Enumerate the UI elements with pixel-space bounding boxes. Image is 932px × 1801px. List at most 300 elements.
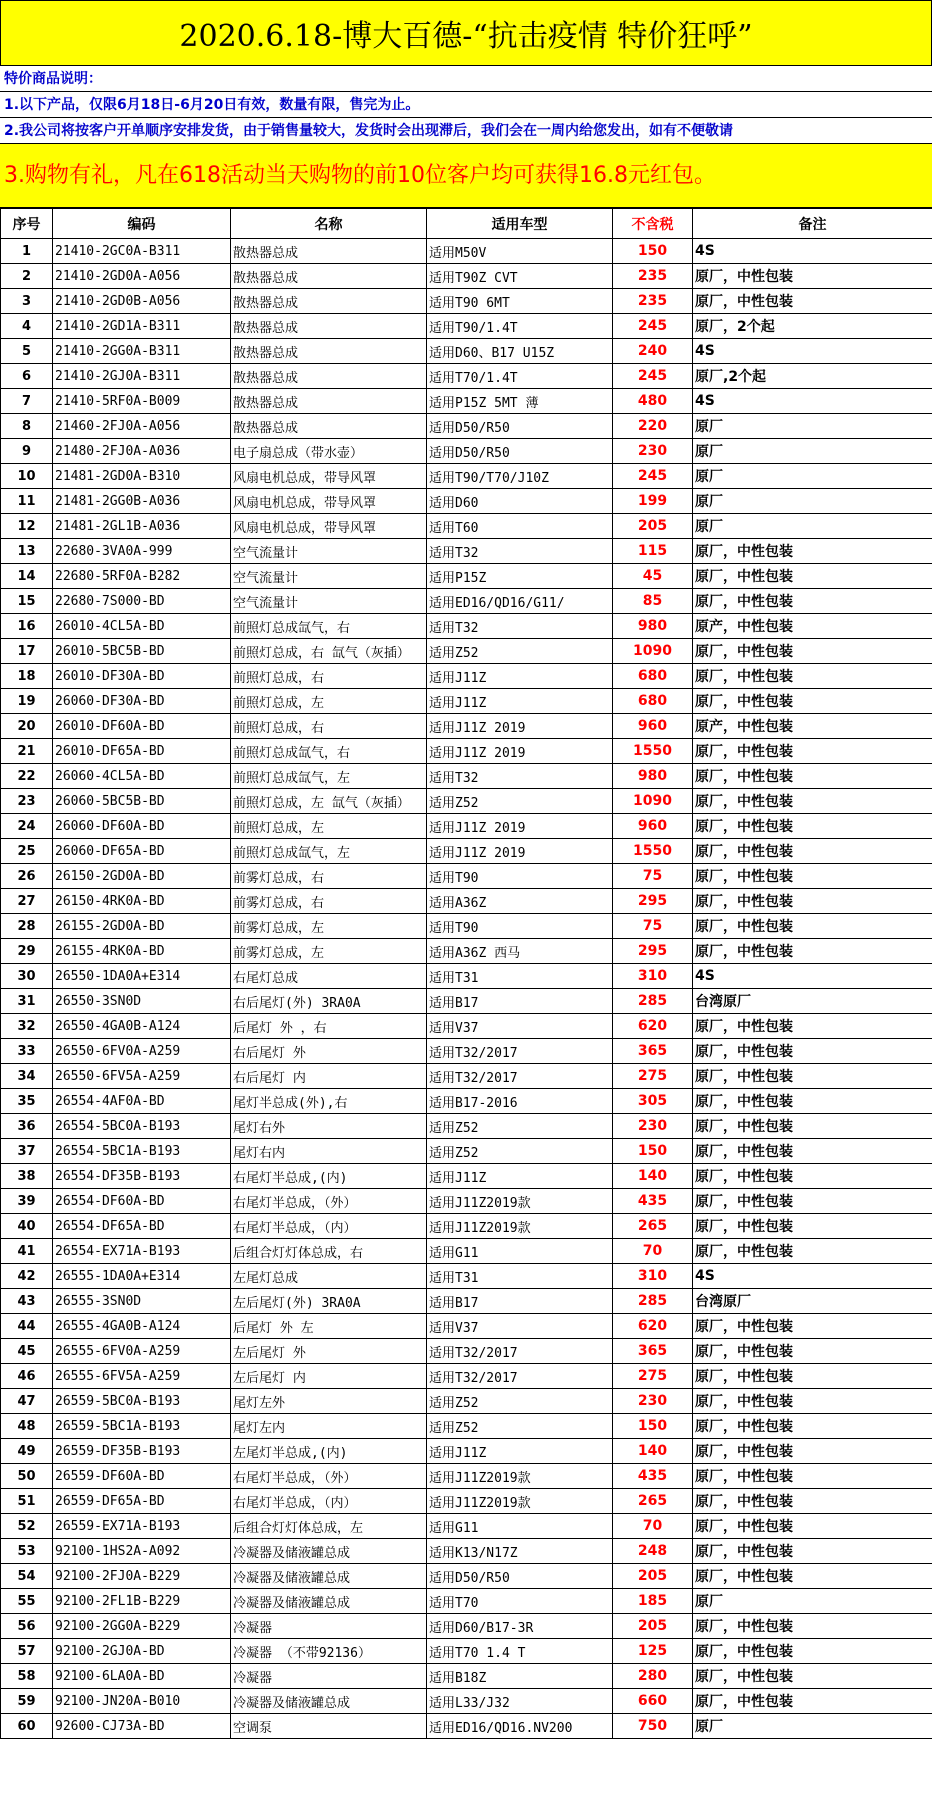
vehicle-model: 适用T32/2017 (427, 1364, 613, 1389)
table-row (1, 1114, 932, 1139)
part-name: 空气流量计 (231, 539, 427, 564)
vehicle-model: 适用K13/N17Z (427, 1539, 613, 1564)
table-row (1, 1039, 932, 1064)
part-name: 前照灯总成氙气，右 (231, 614, 427, 639)
vehicle-model: 适用ED16/QD16/G11/ (427, 589, 613, 614)
price: 310 (613, 964, 693, 989)
price: 230 (613, 1114, 693, 1139)
table-row (1, 439, 932, 464)
vehicle-model: 适用Z52 (427, 1389, 613, 1414)
row-index: 6 (1, 364, 53, 389)
part-code: 26554-5BC1A-B193 (53, 1139, 231, 1164)
price: 435 (613, 1464, 693, 1489)
part-name: 左后尾灯(外) 3RA0A (231, 1289, 427, 1314)
table-row (1, 1614, 932, 1639)
table-row (1, 1264, 932, 1289)
row-index: 35 (1, 1089, 53, 1114)
vehicle-model: 适用T90 (427, 864, 613, 889)
remark: 台湾原厂 (693, 1289, 932, 1314)
part-code: 26559-DF60A-BD (53, 1464, 231, 1489)
part-name: 散热器总成 (231, 389, 427, 414)
remark: 原厂，中性包装 (693, 1339, 932, 1364)
price: 295 (613, 939, 693, 964)
remark: 台湾原厂 (693, 989, 932, 1014)
row-index: 42 (1, 1264, 53, 1289)
price: 660 (613, 1689, 693, 1714)
table-row (1, 1389, 932, 1414)
table-row (1, 464, 932, 489)
price: 75 (613, 914, 693, 939)
row-index: 49 (1, 1439, 53, 1464)
header-code: 编码 (53, 209, 231, 239)
row-index: 32 (1, 1014, 53, 1039)
row-index: 10 (1, 464, 53, 489)
part-name: 前雾灯总成，右 (231, 864, 427, 889)
table-row (1, 339, 932, 364)
remark: 原厂 (693, 464, 932, 489)
row-index: 36 (1, 1114, 53, 1139)
header-remark: 备注 (693, 209, 932, 239)
price: 205 (613, 1564, 693, 1589)
table-row (1, 1089, 932, 1114)
table-row (1, 239, 932, 264)
part-name: 散热器总成 (231, 414, 427, 439)
remark: 原厂，中性包装 (693, 789, 932, 814)
vehicle-model: 适用T31 (427, 964, 613, 989)
table-row (1, 489, 932, 514)
vehicle-model: 适用J11Z2019款 (427, 1189, 613, 1214)
remark: 原厂，中性包装 (693, 1439, 932, 1464)
part-code: 26559-DF65A-BD (53, 1489, 231, 1514)
row-index: 56 (1, 1614, 53, 1639)
row-index: 54 (1, 1564, 53, 1589)
vehicle-model: 适用A36Z 西马 (427, 939, 613, 964)
row-index: 23 (1, 789, 53, 814)
part-name: 散热器总成 (231, 314, 427, 339)
part-name: 前照灯总成，右 (231, 714, 427, 739)
table-row (1, 1514, 932, 1539)
table-row (1, 1364, 932, 1389)
vehicle-model: 适用V37 (427, 1014, 613, 1039)
part-code: 26550-3SN0D (53, 989, 231, 1014)
price: 205 (613, 1614, 693, 1639)
remark: 原厂，中性包装 (693, 1064, 932, 1089)
row-index: 53 (1, 1539, 53, 1564)
part-code: 21480-2FJ0A-A036 (53, 439, 231, 464)
part-code: 21410-2GD0A-A056 (53, 264, 231, 289)
row-index: 38 (1, 1164, 53, 1189)
row-index: 24 (1, 814, 53, 839)
vehicle-model: 适用J11Z2019款 (427, 1214, 613, 1239)
vehicle-model: 适用J11Z 2019 (427, 814, 613, 839)
part-code: 26555-6FV5A-A259 (53, 1364, 231, 1389)
price: 199 (613, 489, 693, 514)
price: 285 (613, 1289, 693, 1314)
price: 235 (613, 264, 693, 289)
part-code: 26555-6FV0A-A259 (53, 1339, 231, 1364)
remark: 原厂 (693, 514, 932, 539)
vehicle-model: 适用T60 (427, 514, 613, 539)
price: 980 (613, 764, 693, 789)
remark: 4S (693, 389, 932, 414)
row-index: 1 (1, 239, 53, 264)
remark: 原厂，中性包装 (693, 864, 932, 889)
table-row (1, 1714, 932, 1739)
part-name: 右尾灯半总成，（外） (231, 1464, 427, 1489)
table-header-row (1, 209, 932, 239)
part-name: 冷凝器及储液罐总成 (231, 1689, 427, 1714)
remark: 原厂，中性包装 (693, 839, 932, 864)
table-row (1, 889, 932, 914)
row-index: 52 (1, 1514, 53, 1539)
remark: 原厂，中性包装 (693, 639, 932, 664)
row-index: 40 (1, 1214, 53, 1239)
part-code: 26155-2GD0A-BD (53, 914, 231, 939)
remark: 原厂，中性包装 (693, 1014, 932, 1039)
vehicle-model: 适用T70/1.4T (427, 364, 613, 389)
price: 680 (613, 689, 693, 714)
part-name: 空调泵 (231, 1714, 427, 1739)
row-index: 30 (1, 964, 53, 989)
part-name: 右尾灯半总成，（内） (231, 1489, 427, 1514)
part-name: 前照灯总成，左 (231, 814, 427, 839)
vehicle-model: 适用L33/J32 (427, 1689, 613, 1714)
row-index: 22 (1, 764, 53, 789)
remark: 原厂，中性包装 (693, 1639, 932, 1664)
row-index: 28 (1, 914, 53, 939)
part-code: 26554-DF60A-BD (53, 1189, 231, 1214)
vehicle-model: 适用T32/2017 (427, 1064, 613, 1089)
remark: 原厂，中性包装 (693, 1214, 932, 1239)
price: 45 (613, 564, 693, 589)
price: 140 (613, 1439, 693, 1464)
part-code: 26010-DF60A-BD (53, 714, 231, 739)
price: 235 (613, 289, 693, 314)
part-code: 92100-2GG0A-B229 (53, 1614, 231, 1639)
vehicle-model: 适用P15Z (427, 564, 613, 589)
header-price: 不含税 (613, 209, 693, 239)
vehicle-model: 适用Z52 (427, 1414, 613, 1439)
table-row (1, 1014, 932, 1039)
table-row (1, 1414, 932, 1439)
part-name: 前照灯总成，右 (231, 664, 427, 689)
part-name: 前雾灯总成，右 (231, 889, 427, 914)
row-index: 3 (1, 289, 53, 314)
part-name: 后尾灯 外 ，右 (231, 1014, 427, 1039)
part-code: 26010-DF30A-BD (53, 664, 231, 689)
row-index: 37 (1, 1139, 53, 1164)
table-row (1, 664, 932, 689)
part-code: 26550-6FV5A-A259 (53, 1064, 231, 1089)
price: 85 (613, 589, 693, 614)
notes-heading: 特价商品说明： (0, 66, 932, 92)
table-row (1, 1239, 932, 1264)
remark: 原厂，中性包装 (693, 814, 932, 839)
remark: 原厂，中性包装 (693, 1664, 932, 1689)
price: 240 (613, 339, 693, 364)
price: 230 (613, 439, 693, 464)
row-index: 2 (1, 264, 53, 289)
part-code: 26550-6FV0A-A259 (53, 1039, 231, 1064)
remark: 原厂，中性包装 (693, 889, 932, 914)
price: 310 (613, 1264, 693, 1289)
vehicle-model: 适用M50V (427, 239, 613, 264)
row-index: 18 (1, 664, 53, 689)
vehicle-model: 适用ED16/QD16.NV200 (427, 1714, 613, 1739)
table-row (1, 789, 932, 814)
table-row (1, 639, 932, 664)
remark: 原厂，中性包装 (693, 264, 932, 289)
part-code: 92600-CJ73A-BD (53, 1714, 231, 1739)
vehicle-model: 适用T90 6MT (427, 289, 613, 314)
remark: 原厂，中性包装 (693, 939, 932, 964)
price: 245 (613, 364, 693, 389)
price: 960 (613, 814, 693, 839)
vehicle-model: 适用J11Z (427, 664, 613, 689)
part-name: 尾灯半总成(外),右 (231, 1089, 427, 1114)
part-name: 散热器总成 (231, 339, 427, 364)
price: 295 (613, 889, 693, 914)
vehicle-model: 适用J11Z (427, 1164, 613, 1189)
part-code: 92100-1HS2A-A092 (53, 1539, 231, 1564)
row-index: 20 (1, 714, 53, 739)
table-row (1, 1214, 932, 1239)
part-name: 冷凝器 (231, 1664, 427, 1689)
price: 245 (613, 314, 693, 339)
vehicle-model: 适用D50/R50 (427, 1564, 613, 1589)
remark: 原厂，中性包装 (693, 1139, 932, 1164)
row-index: 51 (1, 1489, 53, 1514)
note-line-1: 1.以下产品，仅限6月18日-6月20日有效，数量有限，售完为止。 (0, 92, 932, 118)
price: 115 (613, 539, 693, 564)
part-code: 26554-EX71A-B193 (53, 1239, 231, 1264)
vehicle-model: 适用T31 (427, 1264, 613, 1289)
table-row (1, 564, 932, 589)
remark: 原厂，中性包装 (693, 1414, 932, 1439)
table-row (1, 1314, 932, 1339)
table-row (1, 389, 932, 414)
table-row (1, 1689, 932, 1714)
part-code: 26550-1DA0A+E314 (53, 964, 231, 989)
remark: 原厂，中性包装 (693, 1039, 932, 1064)
part-name: 左尾灯总成 (231, 1264, 427, 1289)
part-name: 冷凝器及储液罐总成 (231, 1589, 427, 1614)
part-code: 26555-4GA0B-A124 (53, 1314, 231, 1339)
vehicle-model: 适用J11Z2019款 (427, 1489, 613, 1514)
remark: 原厂，中性包装 (693, 1389, 932, 1414)
price: 480 (613, 389, 693, 414)
remark: 原厂，中性包装 (693, 539, 932, 564)
part-code: 26559-5BC1A-B193 (53, 1414, 231, 1439)
price: 275 (613, 1064, 693, 1089)
part-name: 前照灯总成，左 氙气（灰插） (231, 789, 427, 814)
part-code: 21460-2FJ0A-A056 (53, 414, 231, 439)
price: 280 (613, 1664, 693, 1689)
remark: 原厂 (693, 439, 932, 464)
row-index: 12 (1, 514, 53, 539)
row-index: 27 (1, 889, 53, 914)
price: 275 (613, 1364, 693, 1389)
part-name: 左后尾灯 外 (231, 1339, 427, 1364)
part-name: 冷凝器 （不带92136） (231, 1639, 427, 1664)
price: 248 (613, 1539, 693, 1564)
row-index: 39 (1, 1189, 53, 1214)
row-index: 34 (1, 1064, 53, 1089)
remark: 4S (693, 964, 932, 989)
table-row (1, 914, 932, 939)
remark: 原厂，中性包装 (693, 1539, 932, 1564)
remark: 原厂，中性包装 (693, 1514, 932, 1539)
vehicle-model: 适用Z52 (427, 1114, 613, 1139)
part-code: 22680-5RF0A-B282 (53, 564, 231, 589)
part-name: 冷凝器及储液罐总成 (231, 1564, 427, 1589)
price: 1550 (613, 739, 693, 764)
price: 150 (613, 1139, 693, 1164)
part-name: 前照灯总成，右 氙气（灰插） (231, 639, 427, 664)
vehicle-model: 适用B17 (427, 989, 613, 1014)
table-row (1, 839, 932, 864)
vehicle-model: 适用J11Z 2019 (427, 839, 613, 864)
price: 75 (613, 864, 693, 889)
table-row (1, 1664, 932, 1689)
remark: 原厂，中性包装 (693, 1464, 932, 1489)
vehicle-model: 适用D50/R50 (427, 414, 613, 439)
price: 230 (613, 1389, 693, 1414)
price: 150 (613, 1414, 693, 1439)
part-code: 92100-JN20A-B010 (53, 1689, 231, 1714)
remark: 原厂，中性包装 (693, 564, 932, 589)
part-code: 21410-2GC0A-B311 (53, 239, 231, 264)
table-row (1, 1464, 932, 1489)
part-code: 92100-6LA0A-BD (53, 1664, 231, 1689)
vehicle-model: 适用Z52 (427, 789, 613, 814)
vehicle-model: 适用T70 (427, 1589, 613, 1614)
vehicle-model: 适用J11Z2019款 (427, 1464, 613, 1489)
price: 620 (613, 1314, 693, 1339)
table-row (1, 814, 932, 839)
row-index: 59 (1, 1689, 53, 1714)
remark: 4S (693, 239, 932, 264)
vehicle-model: 适用B17 (427, 1289, 613, 1314)
remark: 4S (693, 339, 932, 364)
table-row (1, 689, 932, 714)
row-index: 60 (1, 1714, 53, 1739)
part-name: 散热器总成 (231, 239, 427, 264)
remark: 原厂，中性包装 (693, 1239, 932, 1264)
part-name: 右尾灯半总成，（内） (231, 1214, 427, 1239)
table-row (1, 1189, 932, 1214)
note-line-3: 3.购物有礼，凡在618活动当天购物的前10位客户均可获得16.8元红包。 (0, 144, 932, 208)
price: 70 (613, 1514, 693, 1539)
row-index: 57 (1, 1639, 53, 1664)
part-code: 26554-DF35B-B193 (53, 1164, 231, 1189)
vehicle-model: 适用G11 (427, 1239, 613, 1264)
table-row (1, 539, 932, 564)
row-index: 11 (1, 489, 53, 514)
table-row (1, 939, 932, 964)
vehicle-model: 适用T90/1.4T (427, 314, 613, 339)
table-row (1, 1564, 932, 1589)
part-name: 左尾灯半总成,(内) (231, 1439, 427, 1464)
vehicle-model: 适用T90/T70/J10Z (427, 464, 613, 489)
vehicle-model: 适用B18Z (427, 1664, 613, 1689)
row-index: 7 (1, 389, 53, 414)
vehicle-model: 适用Z52 (427, 639, 613, 664)
part-code: 26155-4RK0A-BD (53, 939, 231, 964)
remark: 原厂，中性包装 (693, 1564, 932, 1589)
price: 245 (613, 464, 693, 489)
note-line-2: 2.我公司将按客户开单顺序安排发货，由于销售量较大，发货时会出现滞后，我们会在一周内给您发出，如有不便敬请 (0, 118, 932, 144)
part-name: 散热器总成 (231, 364, 427, 389)
table-row (1, 1289, 932, 1314)
price: 305 (613, 1089, 693, 1114)
price: 365 (613, 1039, 693, 1064)
table-row (1, 864, 932, 889)
row-index: 46 (1, 1364, 53, 1389)
table-row (1, 1439, 932, 1464)
vehicle-model: 适用T90Z CVT (427, 264, 613, 289)
price: 150 (613, 239, 693, 264)
row-index: 25 (1, 839, 53, 864)
remark: 原厂 (693, 414, 932, 439)
part-name: 后尾灯 外 左 (231, 1314, 427, 1339)
part-code: 26554-4AF0A-BD (53, 1089, 231, 1114)
part-code: 21481-2GD0A-B310 (53, 464, 231, 489)
row-index: 4 (1, 314, 53, 339)
row-index: 43 (1, 1289, 53, 1314)
row-index: 55 (1, 1589, 53, 1614)
table-row (1, 589, 932, 614)
row-index: 45 (1, 1339, 53, 1364)
remark: 原厂，中性包装 (693, 1164, 932, 1189)
table-row (1, 1489, 932, 1514)
part-name: 尾灯右内 (231, 1139, 427, 1164)
vehicle-model: 适用T32/2017 (427, 1039, 613, 1064)
vehicle-model: 适用J11Z 2019 (427, 714, 613, 739)
table-row (1, 1164, 932, 1189)
part-name: 右尾灯总成 (231, 964, 427, 989)
product-table (0, 208, 932, 1739)
remark: 原厂 (693, 1714, 932, 1739)
part-name: 散热器总成 (231, 264, 427, 289)
price: 620 (613, 1014, 693, 1039)
remark: 原厂，中性包装 (693, 589, 932, 614)
part-code: 21481-2GG0B-A036 (53, 489, 231, 514)
part-name: 空气流量计 (231, 589, 427, 614)
part-code: 92100-2FJ0A-B229 (53, 1564, 231, 1589)
vehicle-model: 适用B17-2016 (427, 1089, 613, 1114)
table-row (1, 1539, 932, 1564)
row-index: 15 (1, 589, 53, 614)
part-code: 26060-DF30A-BD (53, 689, 231, 714)
header-index: 序号 (1, 209, 53, 239)
price: 220 (613, 414, 693, 439)
price: 140 (613, 1164, 693, 1189)
part-name: 右后尾灯 内 (231, 1064, 427, 1089)
part-name: 尾灯右外 (231, 1114, 427, 1139)
vehicle-model: 适用D60、B17 U15Z (427, 339, 613, 364)
part-code: 26010-4CL5A-BD (53, 614, 231, 639)
part-code: 26554-5BC0A-B193 (53, 1114, 231, 1139)
vehicle-model: 适用J11Z 2019 (427, 739, 613, 764)
row-index: 13 (1, 539, 53, 564)
part-code: 26559-5BC0A-B193 (53, 1389, 231, 1414)
part-code: 21410-2GJ0A-B311 (53, 364, 231, 389)
vehicle-model: 适用T70 1.4 T (427, 1639, 613, 1664)
row-index: 41 (1, 1239, 53, 1264)
remark: 原厂，中性包装 (693, 1189, 932, 1214)
row-index: 44 (1, 1314, 53, 1339)
